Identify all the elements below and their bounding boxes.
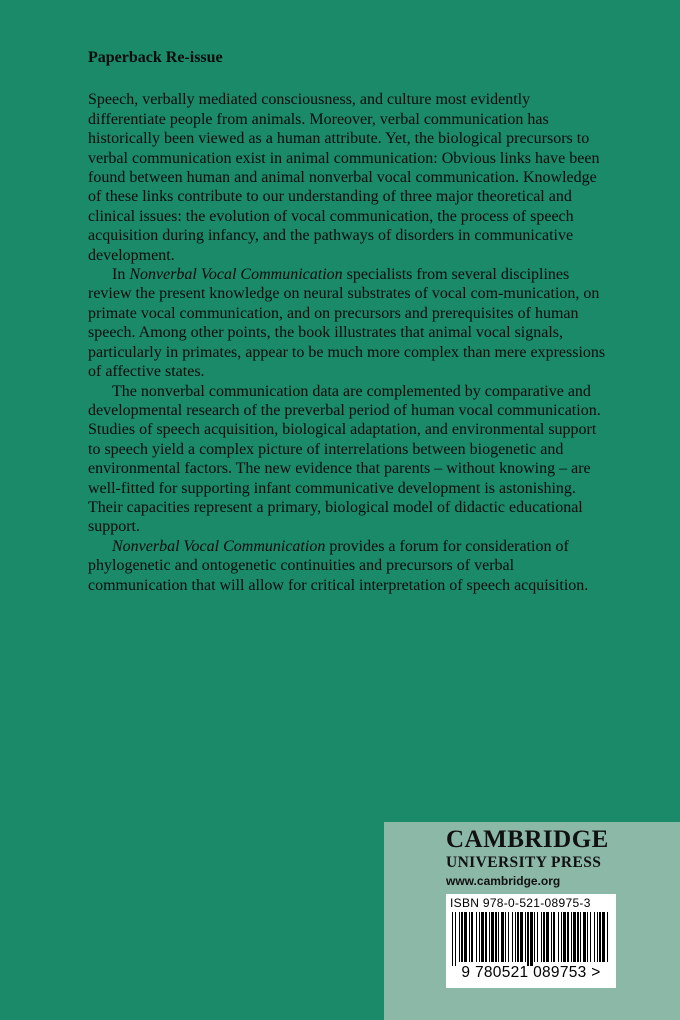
barcode-bar (508, 912, 509, 962)
barcode-bar (501, 912, 504, 962)
paragraph-1 (88, 90, 608, 265)
barcode-bar (464, 912, 467, 962)
barcode-bar (491, 912, 494, 962)
barcode-bar (495, 912, 497, 962)
barcode-bar (469, 912, 470, 962)
barcode-digits: 9 780521 089753 > (461, 964, 601, 981)
book-title-italic: Nonverbal Vocal Communication (129, 266, 343, 284)
barcode-bar (489, 912, 490, 962)
barcode-bar (599, 912, 601, 962)
barcode-bar (580, 912, 581, 962)
barcode-bar (476, 912, 477, 962)
barcode-bar (534, 912, 535, 962)
reissue-heading: Paperback Re-issue (88, 49, 223, 66)
paragraph-4 (88, 537, 608, 595)
paragraph-text: provides a forum for consideration of phylogenetic and ontogenetic continuities and precursors of verbal communication that will allow for critical interpretation of speech acquisition. (88, 537, 589, 594)
barcode-bar (597, 912, 598, 962)
barcode-bar (505, 912, 506, 962)
back-cover-text (88, 48, 608, 595)
barcode-bar (577, 912, 579, 962)
barcode-bar (461, 912, 463, 962)
paragraph-text: specialists from several disciplines review the present knowledge on neural substrates of vocal com-munication, on primate vocal communication, and on precursors and prerequisites of human speech. Among other points, the book illustrates that animal vocal signals, particularly in primates, appear to be much more complex than mere expressions of affective states. (88, 266, 606, 381)
isbn-label: ISBN 978-0-521-08975-3 (450, 896, 591, 910)
publisher-website: www.cambridge.org (446, 874, 561, 888)
barcode-bar (525, 912, 526, 962)
barcode-bar (479, 912, 480, 962)
barcode-bar (515, 912, 516, 962)
barcode-bar (563, 912, 566, 962)
barcode-bar (590, 912, 591, 962)
publisher-panel (384, 822, 680, 1020)
paragraph-text: Speech, verbally mediated consciousness, and culture most evidently differentiate people from animals. Moreover, verbal communication has historically been viewed as a human attribute. Yet, the biological precursors to verbal communication exist in animal communication: Obvious links have been found between human and animal nonverbal vocal communication. Knowledge of these links contribute to our understanding of three major theoretical and clinical issues: the evolution of vocal communication, the process of speech acquisition during infancy, and the pathways of disorders in communicative development. (88, 91, 600, 264)
barcode-bar (481, 912, 484, 962)
barcode-bars (450, 912, 612, 966)
barcode-bar (571, 912, 572, 962)
barcode-bar (543, 912, 545, 962)
barcode-bar (459, 912, 460, 962)
barcode-bar (517, 912, 519, 962)
barcode-bar (498, 912, 499, 962)
barcode-bar (587, 912, 588, 962)
barcode-bar (527, 912, 529, 966)
barcode-bar (541, 912, 542, 962)
barcode-bar (602, 912, 605, 962)
publisher-logo: CAMBRIDGE (446, 826, 609, 853)
paragraph-text: The nonverbal communication data are complemented by comparative and developmental research of the preverbal period of human vocal communication. Studies of speech acquisition, biological adaptation, and environmental support to speech yield a complex picture of interrelations between biogenetic and environmental factors. The new evidence that parents – without knowing – are well-fitted for supporting infant communicative development is astonishing. Their capacities represent a primary, biological model of didactic educational support. (88, 382, 601, 536)
barcode-bar (551, 912, 552, 962)
barcode-bar (471, 912, 473, 962)
publisher-subtitle: UNIVERSITY PRESS (446, 854, 602, 871)
barcode-bar (485, 912, 487, 962)
paragraph-3 (88, 382, 608, 537)
barcode-bar (558, 912, 559, 962)
barcode-bar (537, 912, 538, 962)
paragraph-text: In (112, 266, 130, 284)
barcode-bar (452, 912, 453, 966)
barcode-bar (567, 912, 569, 962)
barcode-bar (594, 912, 595, 962)
book-title-italic: Nonverbal Vocal Communication (112, 537, 326, 555)
barcode-bar (553, 912, 555, 962)
barcode (446, 894, 616, 988)
barcode-bar (455, 912, 456, 966)
barcode-bar (561, 912, 562, 962)
barcode-bar (512, 912, 513, 962)
barcode-bar (520, 912, 523, 962)
barcode-bar (573, 912, 576, 962)
barcode-bar (583, 912, 586, 962)
barcode-bar (530, 912, 533, 966)
barcode-bar (607, 912, 608, 962)
barcode-bar (546, 912, 549, 962)
paragraph-2 (88, 265, 608, 381)
